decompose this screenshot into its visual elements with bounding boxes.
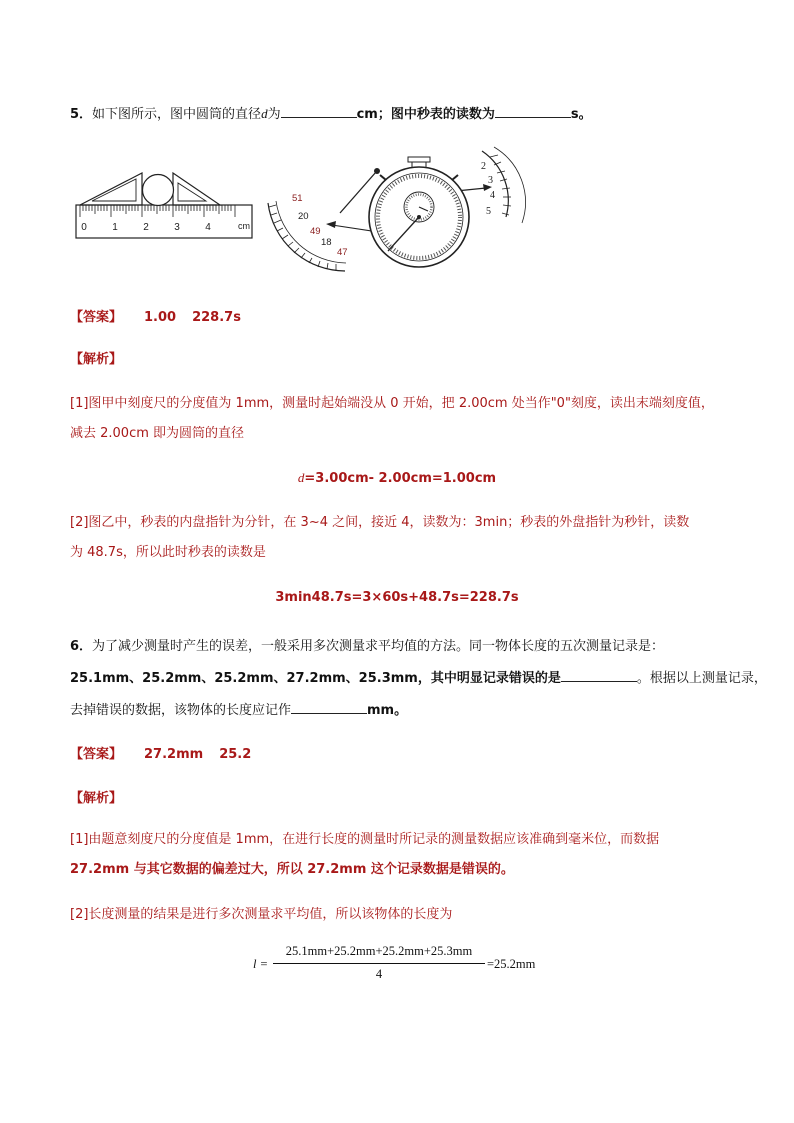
q6-line3-a: 去掉错误的数据，该物体的长度应记作 xyxy=(70,703,292,718)
q5-answer xyxy=(70,306,241,325)
q6-line2-a: 25.1mm、25.2mm、25.2mm、27.2mm、25.3mm，其中明显记录错误的是 xyxy=(70,671,561,686)
q5-equation-2: 3min48.7s=3×60s+48.7s=228.7s xyxy=(275,590,519,605)
dial-left-label-18: 18 xyxy=(321,237,332,248)
q5-analysis-p2 xyxy=(70,508,689,568)
q6-analysis-p1 xyxy=(70,825,659,885)
q5-p2-line2: 为 48.7s，所以此时秒表的读数是 xyxy=(70,545,266,560)
q5-p1-line1: [1]图甲中刻度尺的分度值为 1mm，测量时起始端没从 0 开始，把 2.00cm 处当作"0"刻度，读出末端刻度值， xyxy=(70,396,714,411)
dial-right-label-5: 5 xyxy=(486,206,491,217)
q6-eq-numerator: 25.1mm+25.2mm+25.2mm+25.3mm xyxy=(285,944,473,958)
ruler-unit: cm xyxy=(238,221,250,231)
q6-eq-denominator: 4 xyxy=(375,967,383,981)
q5-answer-1: 1.00 xyxy=(144,310,177,325)
q6-line1: 为了减少测量时产生的误差，一般采用多次测量求平均值的方法。同一物体长度的五次测量记录是： xyxy=(92,639,665,654)
q5-unit-cm: cm；图中秒表的读数为 xyxy=(356,107,495,122)
q5-p2-line1: [2]图乙中，秒表的内盘指针为分针，在 3~4 之间，接近 4，读数为：3min；秒表的外盘指针为秒针，读数 xyxy=(70,515,690,530)
ruler-label-2: 2 xyxy=(143,222,149,233)
q6-answer-2: 25.2 xyxy=(219,747,252,762)
q5-number: 5． xyxy=(70,107,93,122)
ruler-label-0: 0 xyxy=(81,222,87,233)
q6-stem xyxy=(70,631,767,727)
q6-number: 6． xyxy=(70,639,93,654)
dial-left-label-51: 51 xyxy=(292,193,303,204)
dial-right-label-3: 3 xyxy=(488,175,493,186)
q5-answer-2: 228.7s xyxy=(192,310,241,325)
q6-line2-b: 。根据以上测量记录， xyxy=(636,671,767,686)
q5-eq1-rest: =3.00cm- 2.00cm=1.00cm xyxy=(304,471,497,486)
q6-line3-b: mm。 xyxy=(367,703,408,718)
dial-right-label-2: 2 xyxy=(481,161,486,172)
dial-left-label-20: 20 xyxy=(298,211,309,222)
q5-analysis-p1 xyxy=(70,389,714,449)
q6-eq-fraction-bar xyxy=(273,963,485,964)
q5-equation-1 xyxy=(0,463,794,494)
set-square-left xyxy=(80,173,142,205)
ruler-figure xyxy=(76,173,252,238)
ruler-label-1: 1 xyxy=(112,222,118,233)
q5-text-a: 如下图所示，图中圆筒的直径 xyxy=(92,107,262,122)
q5-blank-1[interactable] xyxy=(281,105,357,118)
q5-text-b: 为 xyxy=(267,107,281,122)
q5-answer-label: 【答案】 xyxy=(70,310,123,325)
q6-p1-line2: 27.2mm 与其它数据的偏差过大，所以 27.2mm 这个记录数据是错误的。 xyxy=(70,862,514,877)
q6-eq-lhs: l = xyxy=(253,957,269,971)
q5-analysis-label: 【解析】 xyxy=(70,352,123,367)
cylinder-circle xyxy=(143,175,174,206)
dial-right-magnified xyxy=(481,147,525,223)
dial-left-label-49: 49 xyxy=(310,226,321,237)
q6-blank-2[interactable] xyxy=(291,701,367,714)
q5-p1-line2: 减去 2.00cm 即为圆筒的直径 xyxy=(70,426,245,441)
q5-blank-2[interactable] xyxy=(495,105,571,118)
q5-unit-s: s。 xyxy=(570,107,592,122)
q6-answer-1: 27.2mm xyxy=(144,747,204,762)
q6-equation xyxy=(253,944,553,984)
stopwatch xyxy=(369,157,469,267)
q5-eq1-var: d xyxy=(297,470,305,485)
q6-blank-1[interactable] xyxy=(561,669,637,682)
q6-p1-line1: [1]由题意刻度尺的分度值是 1mm，在进行长度的测量时所记录的测量数据应该准确到毫米位，而数据 xyxy=(70,832,660,847)
q5-stem xyxy=(70,103,592,122)
set-square-right xyxy=(173,173,220,205)
q6-answer xyxy=(70,743,251,762)
dial-left-magnified xyxy=(268,193,348,271)
dial-right-label-4: 4 xyxy=(490,190,495,201)
q6-analysis-p2: [2]长度测量的结果是进行多次测量求平均值，所以该物体的长度为 xyxy=(70,907,453,922)
ruler-label-4: 4 xyxy=(205,222,211,233)
q6-answer-label: 【答案】 xyxy=(70,747,123,762)
ruler-label-3: 3 xyxy=(174,222,180,233)
q6-analysis-label: 【解析】 xyxy=(70,791,123,806)
dial-left-label-47: 47 xyxy=(337,247,348,258)
q5-figure xyxy=(70,145,530,275)
q5-var-d: d xyxy=(261,106,268,121)
q6-eq-rhs: =25.2mm xyxy=(487,957,536,971)
